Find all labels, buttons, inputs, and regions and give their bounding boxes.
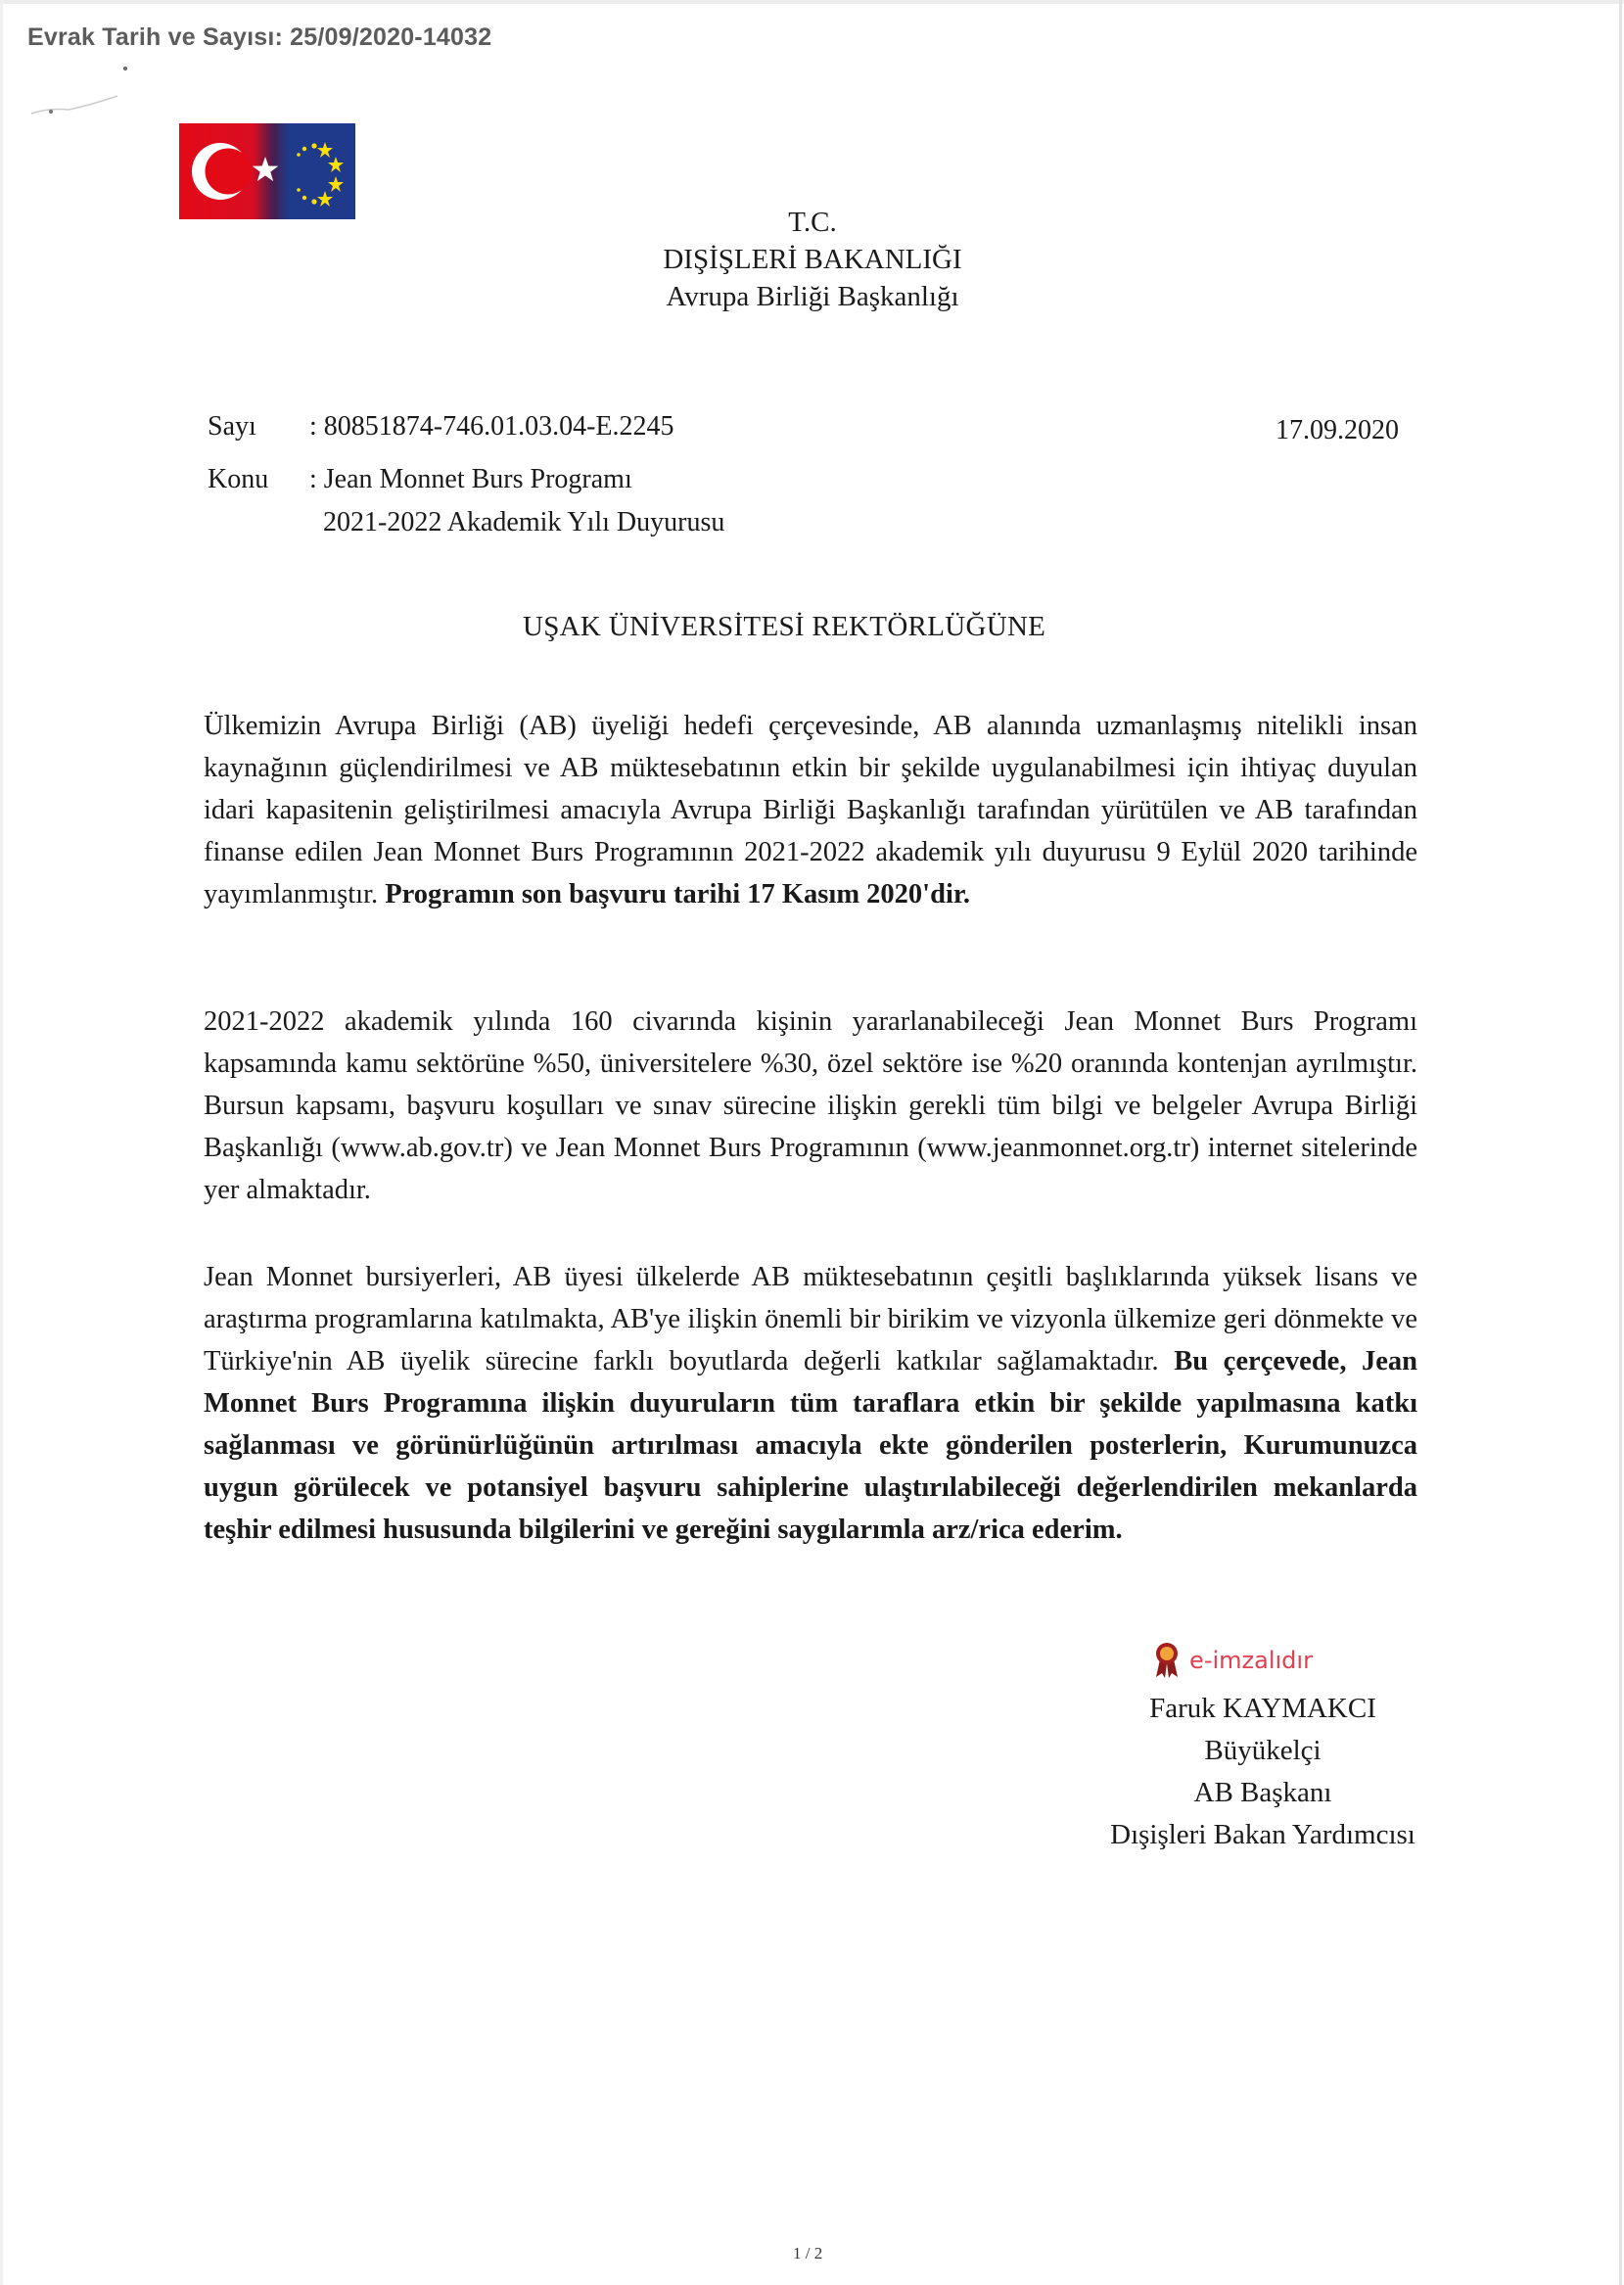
e-signature-label: e-imzalıdır [1189,1647,1313,1674]
signature-block [1077,1637,1449,1856]
addressee: UŞAK ÜNİVERSİTESİ REKTÖRLÜĞÜNE [523,611,1046,642]
letter-date: 17.09.2020 [1276,415,1399,445]
scan-edge-right [1619,0,1622,2285]
sayi-value: : 80851874-746.01.03.04-E.2245 [309,411,674,442]
body-paragraph-1 [204,705,1417,915]
subject-row [208,462,724,540]
paragraph-3-text: Jean Monnet bursiyerleri, AB üyesi ülkelerde AB müktesebatının çeşitli başlıklarında yüksek lisans ve araştırma programlarına katılmakta, AB'ye ilişkin önemli bir birikim ve vizyonla ülkemize geri dönmekte ve Türkiye'nin AB üyelik sürecine farklı boyutlarda değerli katkılar sağlamaktadır. [204,1262,1417,1376]
konu-value-line1: : Jean Monnet Burs Programı [309,464,632,494]
letterhead-tc: T.C. [788,207,837,238]
konu-value-line2: 2021-2022 Akademik Yılı Duyurusu [323,507,725,537]
document-stamp: Evrak Tarih ve Sayısı: 25/09/2020-14032 [27,23,492,51]
e-signature-badge [1018,1637,1449,1684]
paragraph-1-text: Ülkemizin Avrupa Birliği (AB) üyeliği hedefi çerçevesinde, AB alanında uzmanlaşmış nitelikli insan kaynağının güçlendirilmesi ve AB müktesebatının etkin bir şekilde uygulanabilmesi için ihtiyaç duyulan idari kapasitenin geliştirilmesi amacıyla Avrupa Birliği Başkanlığı tarafından yürütülen ve AB tarafından finanse edilen Jean Monnet Burs Programının 2021-2022 akademik yılı duyurusu 9 Eylül 2020 tarihinde yayımlanmıştır. [204,711,1417,909]
sayi-label: Sayı [208,411,256,442]
page-number: 1 / 2 [793,2244,823,2262]
signatory-title-1: Büyükelçi [1204,1735,1322,1766]
scan-smudge [29,63,137,121]
signatory-name: Faruk KAYMAKCI [1149,1693,1376,1724]
body-paragraph-3 [204,1256,1417,1551]
award-ribbon-icon [1154,1642,1180,1679]
scan-edge-top [0,0,1624,4]
reference-number-row [208,409,674,444]
scan-edge-left [0,0,3,2285]
body-paragraph-2 [204,1001,1417,1211]
paragraph-2-text: 2021-2022 akademik yılında 160 civarında kişinin yararlanabileceği Jean Monnet Burs Programı kapsamında kamu sektörüne %50, üniversitelere %30, özel sektöre ise %20 oranında kontenjan ayrılmıştır. Bursun kapsamı, başvuru koşulları ve sınav sürecine ilişkin gerekli tüm bilgi ve belgeler Avrupa Birliği Başkanlığı (www.ab.gov.tr) ve Jean Monnet Burs Programının (www.jeanmonnet.org.tr) internet sitelerinde yer almaktadır. [204,1006,1417,1205]
signatory-title-2: AB Başkanı [1193,1777,1332,1808]
letterhead [548,204,1077,315]
deadline-notice: Programın son başvuru tarihi 17 Kasım 2020'dir. [385,879,971,909]
konu-label: Konu [208,464,269,494]
letterhead-ministry: DIŞİŞLERİ BAKANLIĞI [663,244,962,275]
signatory-title-3: Dışişleri Bakan Yardımcısı [1110,1819,1415,1850]
request-text: Bu çerçevede, Jean Monnet Burs Programına ilişkin duyuruların tüm taraflara etkin bir şekilde yapılmasına katkı sağlanması ve görünürlüğünün artırılması amacıyla ekte gönderilen posterlerin, Kurumunuzca uygun görülecek ve potansiyel başvuru sahiplerine ulaştırılabileceği değerlendirilen mekanlarda teşhir edilmesi hususunda bilgilerini ve gereğini saygılarımla arz/rica ederim. [204,1346,1418,1545]
letterhead-department: Avrupa Birliği Başkanlığı [666,281,959,312]
turkey-eu-flag-icon [179,123,355,219]
